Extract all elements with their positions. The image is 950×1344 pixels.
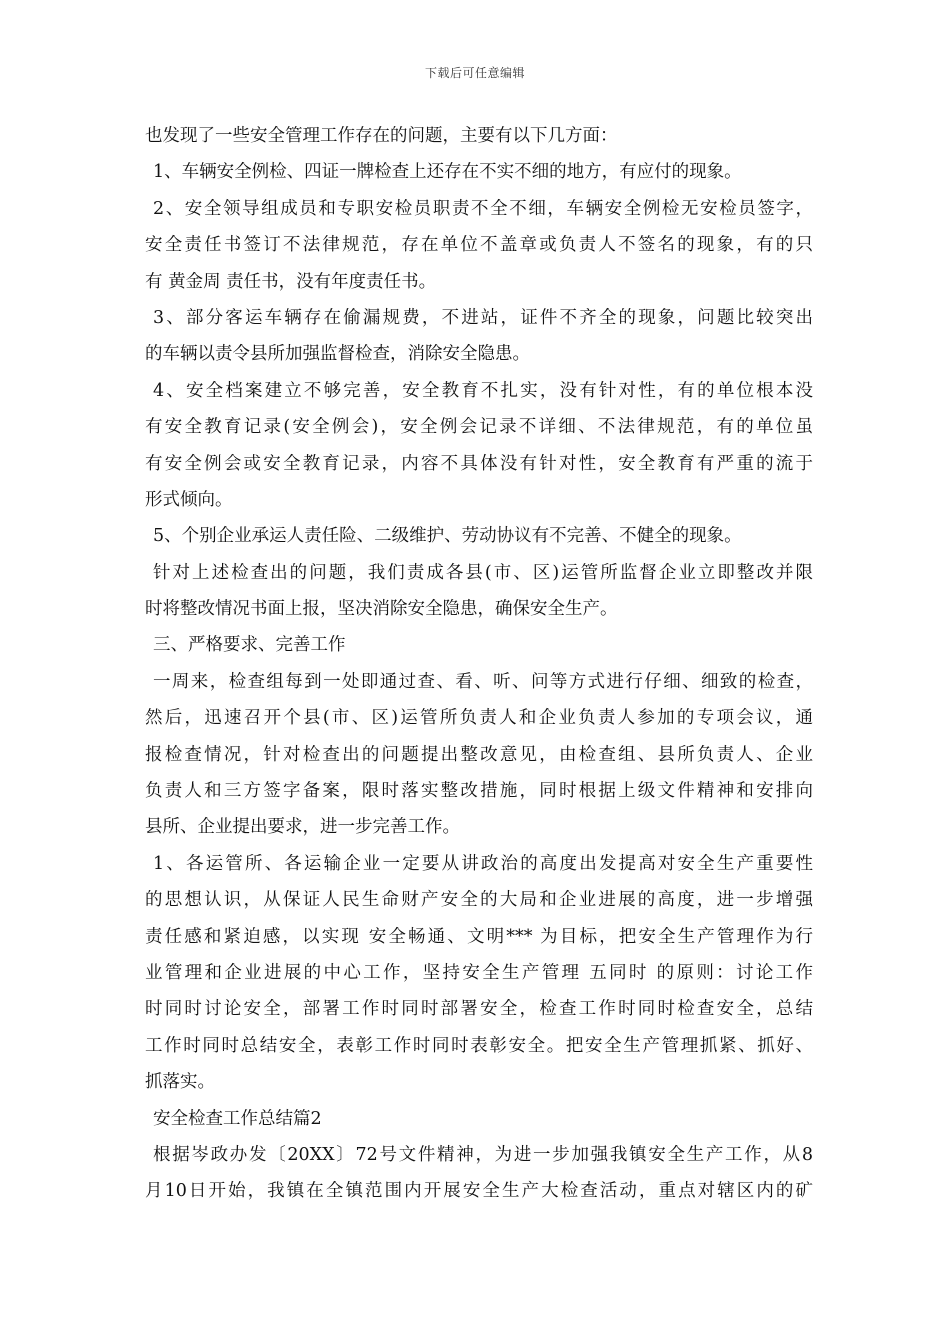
text-line: 的思想认识，从保证人民生命财产安全的大局和企业进展的高度，进一步增强 [145,890,813,911]
text-line: 针对上述检查出的问题，我们责成各县(市、区)运管所监督企业立即整改并限 [153,562,813,583]
header-note: 下载后可任意编辑 [424,66,525,80]
text-line: 4、安全档案建立不够完善，安全教育不扎实，没有针对性，有的单位根本没 [153,380,813,401]
text-line: 有 黄金周 责任书，没有年度责任书。 [145,271,437,292]
text-line: 安全责任书签订不法律规范，存在单位不盖章或负责人不签名的现象，有的只 [145,235,813,256]
text-line: 责任感和紧迫感，以实现 安全畅通、文明*** 为目标，把安全生产管理作为行 [145,926,813,947]
text-line: 三、严格要求、完善工作 [153,635,346,656]
text-line: 3、部分客运车辆存在偷漏规费，不进站，证件不齐全的现象，问题比较突出 [153,307,813,328]
text-line: 5、个别企业承运人责任险、二级维护、劳动协议有不完善、不健全的现象。 [153,526,742,547]
text-line: 县所、企业提出要求，进一步完善工作。 [145,817,460,838]
text-line: 根据岑政办发〔20XX〕72号文件精神，为进一步加强我镇安全生产工作，从8 [153,1144,813,1165]
text-line: 抓落实。 [145,1072,215,1093]
text-line: 时同时讨论安全，部署工作时同时部署安全，检查工作时同时检查安全，总结 [145,999,813,1020]
text-line: 安全检查工作总结篇2 [153,1108,322,1129]
text-line: 负责人和三方签字备案，限时落实整改措施，同时根据上级文件精神和安排向 [145,781,813,802]
text-line: 然后，迅速召开个县(市、区)运管所负责人和企业负责人参加的专项会议，通 [145,708,813,729]
text-line: 的车辆以责令县所加强监督检查，消除安全隐患。 [145,344,530,365]
text-line: 有安全教育记录(安全例会)，安全例会记录不详细、不法律规范，有的单位虽 [145,417,813,438]
text-line: 有安全例会或安全教育记录，内容不具体没有针对性，安全教育有严重的流于 [145,453,813,474]
text-line: 报检查情况，针对检查出的问题提出整改意见，由检查组、县所负责人、企业 [145,744,813,765]
text-line: 一周来，检查组每到一处即通过查、看、听、问等方式进行仔细、细致的检查， [153,671,813,692]
text-line: 业管理和企业进展的中心工作，坚持安全生产管理 五同时 的原则：讨论工作 [145,962,813,983]
text-line: 时将整改情况书面上报，坚决消除安全隐患，确保安全生产。 [145,599,618,620]
text-line: 1、车辆安全例检、四证一牌检查上还存在不实不细的地方，有应付的现象。 [153,162,742,183]
text-line: 也发现了一些安全管理工作存在的问题，主要有以下几方面： [145,126,618,146]
text-line: 月10日开始，我镇在全镇范围内开展安全生产大检查活动，重点对辖区内的矿 [145,1181,813,1202]
text-line: 工作时同时总结安全，表彰工作时同时表彰安全。把安全生产管理抓紧、抓好、 [145,1035,813,1056]
text-line: 2、安全领导组成员和专职安检员职责不全不细，车辆安全例检无安检员签字， [153,198,813,219]
text-line: 形式倾向。 [145,489,233,510]
document-body [145,118,813,1210]
text-line: 1、各运管所、各运输企业一定要从讲政治的高度出发提高对安全生产重要性 [153,853,813,874]
